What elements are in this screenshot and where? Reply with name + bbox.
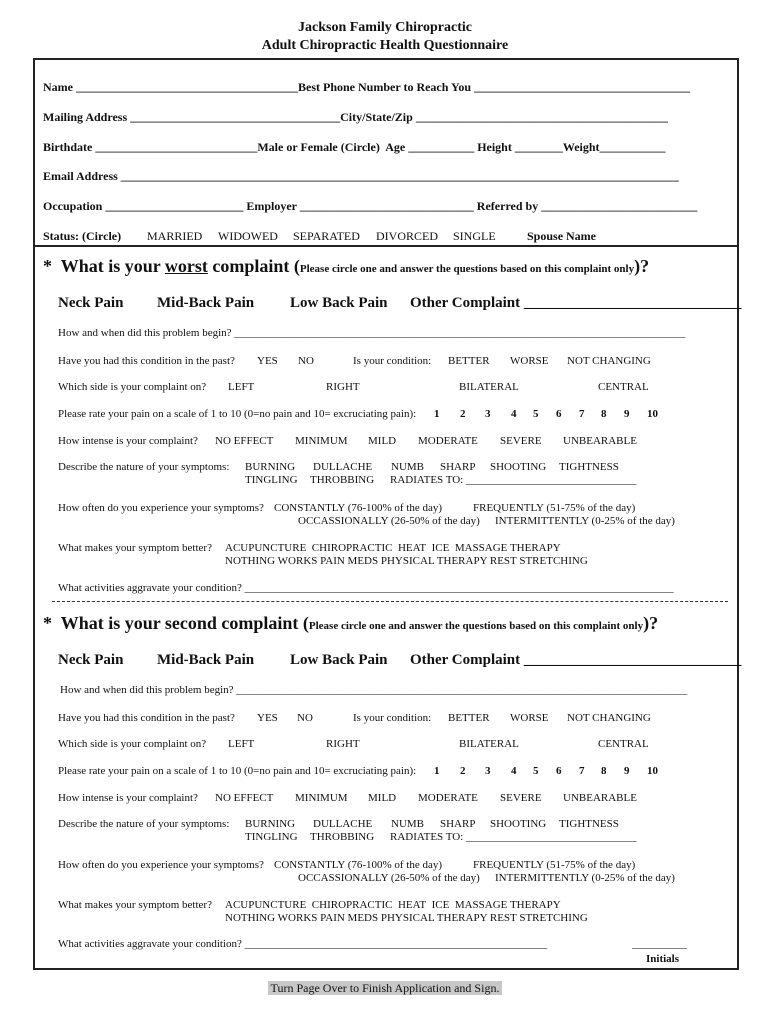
c1-not-changing[interactable]: NOT CHANGING: [567, 355, 651, 367]
c1-side-left[interactable]: LEFT: [228, 381, 255, 393]
c2-better-ice[interactable]: ICE: [431, 899, 450, 911]
referred-field[interactable]: __________________________: [541, 199, 698, 213]
c1-worse[interactable]: WORSE: [510, 355, 549, 367]
c2-side-bilateral[interactable]: BILATERAL: [459, 738, 519, 750]
c2-nat-throbbing[interactable]: THROBBING: [310, 831, 375, 843]
c1-side-central[interactable]: CENTRAL: [598, 381, 649, 393]
name-label: Name: [43, 80, 73, 94]
c2-better[interactable]: BETTER: [448, 712, 490, 724]
c1-better-painmeds[interactable]: PAIN MEDS: [320, 555, 379, 567]
c1-better-acupuncture[interactable]: ACUPUNCTURE: [225, 542, 307, 554]
c2-nat-dullache[interactable]: DULLACHE: [313, 818, 373, 830]
c1-q-intense: How intense is your complaint?: [58, 435, 198, 447]
employer-label: Employer: [246, 199, 297, 213]
c1-q-past: Have you had this condition in the past?: [58, 355, 235, 367]
c2-side-left[interactable]: LEFT: [228, 738, 255, 750]
c1-yes[interactable]: YES: [257, 355, 278, 367]
c2-int-unbearable[interactable]: UNBEARABLE: [563, 792, 637, 804]
heading-note: Please circle one and answer the questions based on this complaint only: [308, 620, 644, 632]
c1-nat-burning[interactable]: BURNING: [245, 461, 296, 473]
c2-no[interactable]: NO: [297, 712, 313, 724]
referred-label: Referred by: [476, 199, 539, 213]
c1-nat-throbbing[interactable]: THROBBING: [310, 474, 375, 486]
status-row[interactable]: [43, 229, 121, 244]
email-label: Email Address: [43, 169, 118, 183]
c1-q-scale: Please rate your pain on a scale of 1 to 10 (0=no pain and 10= excruciating pain):: [58, 408, 417, 420]
age-field[interactable]: ___________: [408, 140, 475, 154]
initials-label: Initials: [646, 953, 680, 965]
clinic-name: Jackson Family Chiropractic: [298, 20, 472, 35]
c2-nat-numb[interactable]: NUMB: [391, 818, 425, 830]
c2-begin-row[interactable]: How and when did this problem begin? __________________________________________________________________________________: [60, 684, 688, 696]
phone-field[interactable]: ____________________________________: [474, 80, 690, 94]
c2-worse[interactable]: WORSE: [510, 712, 549, 724]
footer: [0, 979, 770, 997]
heading-note: Please circle one and answer the questions based on this complaint only: [299, 263, 635, 275]
c2-int-minimum[interactable]: MINIMUM: [295, 792, 348, 804]
c2-nat-burning[interactable]: BURNING: [245, 818, 296, 830]
mailing-label: Mailing Address: [43, 110, 128, 124]
c2-q-better: What makes your symptom better?: [58, 899, 212, 911]
c1-nat-numb[interactable]: NUMB: [391, 461, 425, 473]
c1-better[interactable]: BETTER: [448, 355, 490, 367]
c2-type-neck[interactable]: Neck Pain: [58, 652, 124, 668]
c1-no[interactable]: NO: [298, 355, 314, 367]
birthdate-row[interactable]: [43, 140, 666, 155]
c2-better-stretching[interactable]: STRETCHING: [519, 912, 588, 924]
c1-side-right[interactable]: RIGHT: [326, 381, 360, 393]
c2-q-condition: Is your condition:: [353, 712, 432, 724]
c1-nat-tingling[interactable]: TINGLING: [245, 474, 298, 486]
worst-emphasis: worst: [164, 256, 208, 276]
c2-scale-3[interactable]: 3: [485, 765, 491, 777]
c1-aggravate-row[interactable]: What activities aggravate your condition? ______________________________________________________________________________: [58, 582, 674, 594]
c2-int-moderate[interactable]: MODERATE: [418, 792, 478, 804]
c1-freq-frequently[interactable]: FREQUENTLY (51-75% of the day): [473, 502, 636, 514]
c2-scale-9[interactable]: 9: [624, 765, 630, 777]
c1-aggravate-field[interactable]: ______________________________________________________________________________: [244, 582, 674, 594]
c2-nat-shooting[interactable]: SHOOTING: [490, 818, 547, 830]
c1-better-pt[interactable]: PHYSICAL THERAPY: [380, 555, 488, 567]
employer-field[interactable]: _____________________________: [299, 199, 474, 213]
c2-radiates-field[interactable]: _______________________________: [466, 831, 637, 843]
c2-other-field[interactable]: _____________________________: [523, 652, 742, 668]
c2-int-severe[interactable]: SEVERE: [500, 792, 542, 804]
c2-side-right[interactable]: RIGHT: [326, 738, 360, 750]
c1-freq-occasionally[interactable]: OCCASSIONALLY (26-50% of the day): [298, 515, 480, 527]
c2-scale-8[interactable]: 8: [601, 765, 607, 777]
c2-yes[interactable]: YES: [257, 712, 278, 724]
c2-nat-radiates[interactable]: RADIATES TO: _______________________________: [390, 831, 637, 843]
c2-freq-intermittently[interactable]: INTERMITTENTLY (0-25% of the day): [495, 872, 675, 884]
c2-q-often: How often do you experience your symptoms?: [58, 859, 264, 871]
c1-q-nature: Describe the nature of your symptoms:: [58, 461, 230, 473]
c2-int-noeffect[interactable]: NO EFFECT: [215, 792, 274, 804]
c1-scale-3[interactable]: 3: [485, 408, 491, 420]
c1-better-heat[interactable]: HEAT: [397, 542, 427, 554]
height-label: Height: [477, 140, 512, 154]
c1-better-row1: [225, 542, 561, 554]
c2-begin-field[interactable]: __________________________________________________________________________________: [236, 684, 688, 696]
c2-side-central[interactable]: CENTRAL: [598, 738, 649, 750]
c2-better-heat[interactable]: HEAT: [397, 899, 427, 911]
c2-better-chiropractic[interactable]: CHIROPRACTIC: [311, 899, 393, 911]
c1-q-condition: Is your condition:: [353, 355, 432, 367]
c2-scale-6[interactable]: 6: [556, 765, 562, 777]
c1-type-other[interactable]: Other Complaint _____________________________: [410, 295, 742, 311]
form-title: Adult Chiropractic Health Questionnaire: [261, 38, 509, 53]
email-field[interactable]: _____________________________________________________________________________________________: [120, 169, 679, 183]
citystatezip-label: City/State/Zip: [340, 110, 413, 124]
weight-field[interactable]: ___________: [599, 140, 666, 154]
c1-int-moderate[interactable]: MODERATE: [418, 435, 478, 447]
c1-begin-row[interactable]: How and when did this problem begin? __________________________________________________________________________________: [58, 327, 686, 339]
c1-freq-intermittently[interactable]: INTERMITTENTLY (0-25% of the day): [495, 515, 675, 527]
dashed-divider: [52, 601, 728, 602]
mailing-field[interactable]: ___________________________________: [130, 110, 341, 124]
star-mark: *: [43, 613, 52, 633]
complaint2-heading: * What is your second complaint (Please circle one and answer the questions based on this complaint only)?: [43, 613, 659, 633]
c1-scale-1[interactable]: 1: [434, 408, 440, 420]
complaint1-heading: * What is your worst complaint (Please circle one and answer the questions based on this complaint only)?: [43, 256, 650, 276]
c2-freq-frequently[interactable]: FREQUENTLY (51-75% of the day): [473, 859, 636, 871]
age-label: Age: [385, 140, 406, 154]
spouse-label[interactable]: Spouse Name: [527, 229, 597, 243]
c2-scale-4[interactable]: 4: [511, 765, 517, 777]
status-divorced[interactable]: DIVORCED: [376, 229, 438, 243]
c1-scale-7[interactable]: 7: [579, 408, 585, 420]
birthdate-field[interactable]: ___________________________: [95, 140, 258, 154]
c2-freq-constantly[interactable]: CONSTANTLY (76-100% of the day): [274, 859, 443, 871]
c1-better-ice[interactable]: ICE: [431, 542, 450, 554]
c2-q-nature: Describe the nature of your symptoms:: [58, 818, 230, 830]
c2-scale-10[interactable]: 10: [647, 765, 658, 777]
status-label: Status: (Circle): [43, 229, 122, 243]
c2-type-midback[interactable]: Mid-Back Pain: [157, 652, 255, 668]
c2-better-nothing[interactable]: NOTHING WORKS: [225, 912, 318, 924]
c2-q-side: Which side is your complaint on?: [58, 738, 207, 750]
c1-scale-10[interactable]: 10: [647, 408, 658, 420]
c2-aggravate-field[interactable]: _______________________________________________________: [244, 938, 548, 950]
c1-int-minimum[interactable]: MINIMUM: [295, 435, 348, 447]
c1-better-rest[interactable]: REST: [489, 555, 517, 567]
c2-scale-2[interactable]: 2: [460, 765, 466, 777]
c2-nat-sharp[interactable]: SHARP: [440, 818, 476, 830]
c1-nat-radiates[interactable]: RADIATES TO: _______________________________: [390, 474, 637, 486]
mailing-row[interactable]: [43, 110, 668, 125]
initials-field[interactable]: __________: [632, 938, 687, 950]
c1-scale-4[interactable]: 4: [511, 408, 517, 420]
c2-better-massage[interactable]: MASSAGE THERAPY: [454, 899, 561, 911]
c1-better-row2: [225, 555, 588, 567]
c1-type-lowback[interactable]: Low Back Pain: [290, 295, 388, 311]
section-divider: [33, 245, 739, 247]
c1-nat-dullache[interactable]: DULLACHE: [313, 461, 373, 473]
c2-type-other[interactable]: Other Complaint _____________________________: [410, 652, 742, 668]
sex-label[interactable]: Male or Female (Circle): [257, 140, 380, 154]
c2-better-row1: [225, 899, 561, 911]
occupation-label: Occupation: [43, 199, 103, 213]
c1-q-often: How often do you experience your symptoms?: [58, 502, 264, 514]
height-field[interactable]: ________: [514, 140, 563, 154]
c1-scale-6[interactable]: 6: [556, 408, 562, 420]
weight-label: Weight: [562, 140, 600, 154]
c1-better-chiropractic[interactable]: CHIROPRACTIC: [311, 542, 393, 554]
c1-scale-5[interactable]: 5: [533, 408, 539, 420]
status-widowed[interactable]: WIDOWED: [218, 229, 278, 243]
c2-q-intense: How intense is your complaint?: [58, 792, 198, 804]
phone-label: Best Phone Number to Reach You: [298, 80, 471, 94]
c2-scale-1[interactable]: 1: [434, 765, 440, 777]
c1-scale-8[interactable]: 8: [601, 408, 607, 420]
c2-better-pt[interactable]: PHYSICAL THERAPY: [380, 912, 488, 924]
c2-not-changing[interactable]: NOT CHANGING: [567, 712, 651, 724]
birthdate-label: Birthdate: [43, 140, 93, 154]
c1-q-side: Which side is your complaint on?: [58, 381, 207, 393]
c1-freq-constantly[interactable]: CONSTANTLY (76-100% of the day): [274, 502, 443, 514]
c1-other-field[interactable]: _____________________________: [523, 295, 742, 311]
c2-q-past: Have you had this condition in the past?: [58, 712, 235, 724]
c1-type-neck[interactable]: Neck Pain: [58, 295, 124, 311]
c2-int-mild[interactable]: MILD: [368, 792, 397, 804]
c2-scale-5[interactable]: 5: [533, 765, 539, 777]
c1-scale-9[interactable]: 9: [624, 408, 630, 420]
occupation-row[interactable]: [43, 199, 697, 214]
c1-int-mild[interactable]: MILD: [368, 435, 397, 447]
c2-nat-tingling[interactable]: TINGLING: [245, 831, 298, 843]
c1-type-midback[interactable]: Mid-Back Pain: [157, 295, 255, 311]
status-married[interactable]: MARRIED: [147, 229, 203, 243]
c2-better-painmeds[interactable]: PAIN MEDS: [320, 912, 379, 924]
c2-q-scale: Please rate your pain on a scale of 1 to 10 (0=no pain and 10= excruciating pain):: [58, 765, 417, 777]
c2-better-row2: [225, 912, 588, 924]
c2-scale-7[interactable]: 7: [579, 765, 585, 777]
c1-radiates-field[interactable]: _______________________________: [466, 474, 637, 486]
status-single[interactable]: SINGLE: [453, 229, 496, 243]
c2-type-lowback[interactable]: Low Back Pain: [290, 652, 388, 668]
c1-better-nothing[interactable]: NOTHING WORKS: [225, 555, 318, 567]
c1-int-severe[interactable]: SEVERE: [500, 435, 542, 447]
c1-nat-sharp[interactable]: SHARP: [440, 461, 476, 473]
c1-int-unbearable[interactable]: UNBEARABLE: [563, 435, 637, 447]
c1-nat-tightness[interactable]: TIGHTNESS: [559, 461, 619, 473]
c1-int-noeffect[interactable]: NO EFFECT: [215, 435, 274, 447]
footer-note: Turn Page Over to Finish Application and Sign.: [268, 981, 503, 995]
c2-better-rest[interactable]: REST: [489, 912, 517, 924]
email-row[interactable]: [43, 169, 679, 184]
c2-nat-tightness[interactable]: TIGHTNESS: [559, 818, 619, 830]
c1-q-better: What makes your symptom better?: [58, 542, 212, 554]
c1-nat-shooting[interactable]: SHOOTING: [490, 461, 547, 473]
c2-better-acupuncture[interactable]: ACUPUNCTURE: [225, 899, 307, 911]
star-mark: *: [43, 256, 52, 276]
c1-side-bilateral[interactable]: BILATERAL: [459, 381, 519, 393]
c2-aggravate-row[interactable]: What activities aggravate your condition? _______________________________________________________: [58, 938, 548, 950]
status-separated[interactable]: SEPARATED: [293, 229, 360, 243]
name-field[interactable]: _____________________________________: [76, 80, 298, 94]
citystatezip-field[interactable]: __________________________________________: [415, 110, 668, 124]
c1-begin-field[interactable]: __________________________________________________________________________________: [234, 327, 686, 339]
c1-better-massage[interactable]: MASSAGE THERAPY: [454, 542, 561, 554]
c1-better-stretching[interactable]: STRETCHING: [519, 555, 588, 567]
c2-freq-occasionally[interactable]: OCCASSIONALLY (26-50% of the day): [298, 872, 480, 884]
name-row[interactable]: [43, 80, 690, 95]
c1-scale-2[interactable]: 2: [460, 408, 466, 420]
occupation-field[interactable]: _______________________: [105, 199, 244, 213]
